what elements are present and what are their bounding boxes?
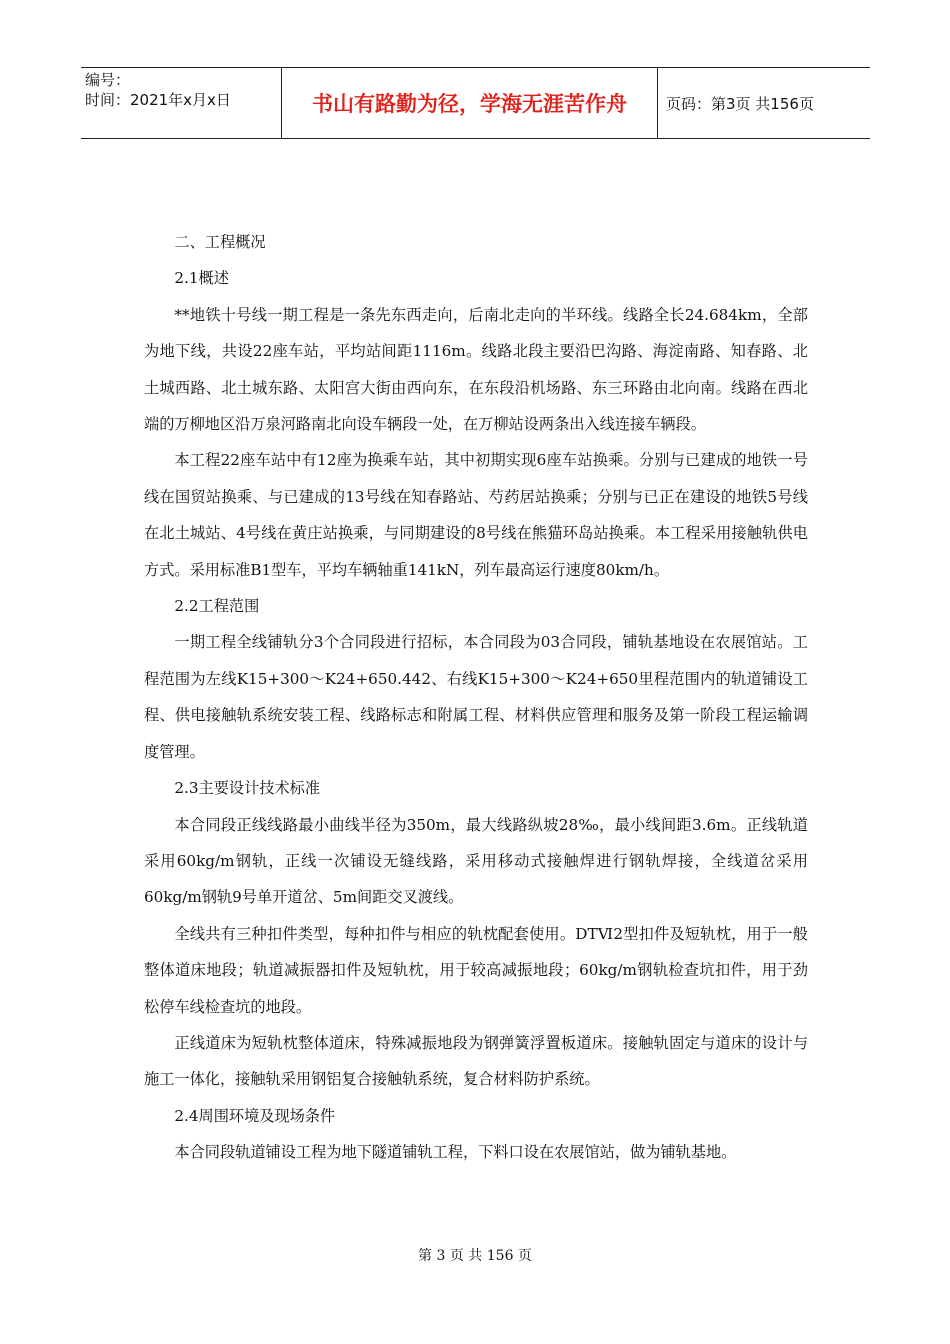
body-paragraph: 正线道床为短轨枕整体道床，特殊减振地段为钢弹簧浮置板道床。接触轨固定与道床的设计与施工一体化，接触轨采用钢铝复合接触轨系统，复合材料防护系统。 (144, 1033, 808, 1089)
body-paragraph: 全线共有三种扣件类型，每种扣件与相应的轨枕配套使用。DTⅥ2型扣件及短轨枕，用于一般整体道床地段；轨道减振器扣件及短轨枕，用于较高减振地段；60kg/m钢轨检查坑扣件，用于劲松停车线检查坑的地段。 (144, 924, 808, 1016)
header-page-info: 页码：第3页 共156页 (666, 94, 814, 113)
body-paragraph: 本合同段轨道铺设工程为地下隧道铺轨工程，下料口设在农展馆站，做为铺轨基地。 (174, 1143, 737, 1162)
section-heading: 二、工程概况 (174, 233, 266, 251)
subsection-heading: 2.2工程范围 (174, 597, 260, 616)
document-date: 时间：2021年x月x日 (85, 91, 231, 109)
document-body (144, 224, 808, 1171)
subsection-heading: 2.4周围环境及现场条件 (174, 1106, 336, 1125)
body-paragraph: **地铁十号线一期工程是一条先东西走向，后南北走向的半环线。线路全长24.684km，全部为地下线，共设22座车站，平均站间距1116m。线路北段主要沿巴沟路、海淀南路、知春路、北土城西路、北土城东路、太阳宫大街由西向东，在东段沿机场路、东三环路由北向南。线路在西北端的万柳地区沿万泉河路南北向设车辆段一处，在万柳站设两条出入线连接车辆段。 (144, 305, 808, 434)
header-motto: 书山有路勤为径，学海无涯苦作舟 (281, 68, 658, 138)
body-paragraph: 本工程22座车站中有12座为换乘车站，其中初期实现6座车站换乘。分别与已建成的地铁一号线在国贸站换乘、与已建成的13号线在知春路站、芍药居站换乘；分别与已正在建设的地铁5号线在北土城站、4号线在黄庄站换乘，与同期建设的8号线在熊猫环岛站换乘。本工程采用接触轨供电方式。采用标准B1型车，平均车辆轴重141kN，列车最高运行速度80km/h。 (144, 451, 808, 579)
body-paragraph: 本合同段正线线路最小曲线半径为350m，最大线路纵坡28‰，最小线间距3.6m。正线轨道采用60kg/m钢轨，正线一次铺设无缝线路，采用移动式接触焊进行钢轨焊接，全线道岔采用60kg/m钢轨9号单开道岔、5m间距交叉渡线。 (144, 815, 808, 907)
document-number-label: 编号： (85, 71, 131, 89)
body-paragraph: 一期工程全线铺轨分3个合同段进行招标，本合同段为03合同段，铺轨基地设在农展馆站。工程范围为左线K15+300～K24+650.442、右线K15+300～K24+650里程范围内的轨道铺设工程、供电接触轨系统安装工程、线路标志和附属工程、材料供应管理和服务及第一阶段工程运输调度管理。 (144, 633, 808, 761)
page-header (81, 67, 870, 139)
header-meta (81, 68, 281, 138)
subsection-heading: 2.3主要设计技术标准 (174, 779, 321, 798)
page-footer: 第 3 页 共 156 页 (418, 1248, 532, 1264)
subsection-heading: 2.1概述 (174, 269, 229, 288)
